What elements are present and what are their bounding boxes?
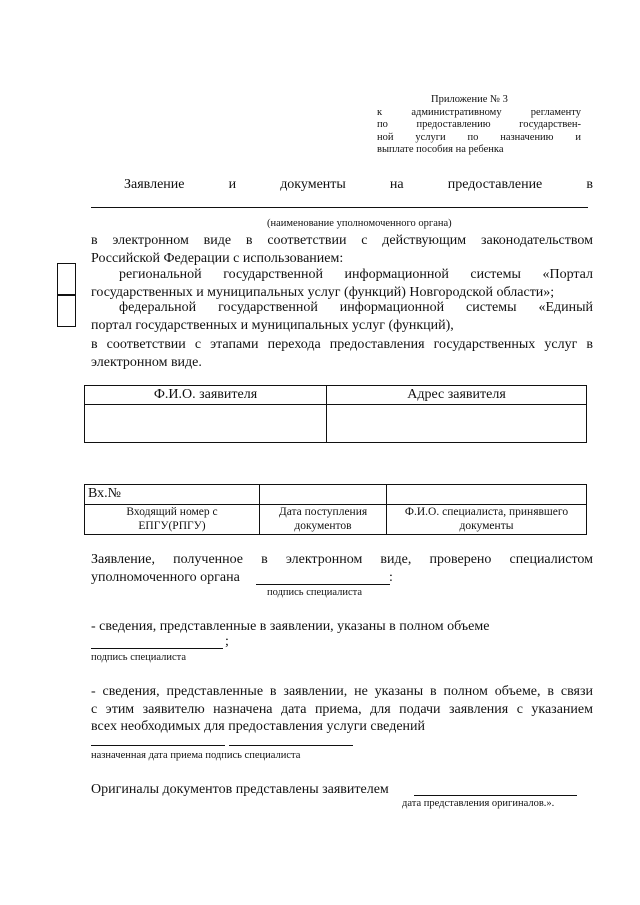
option-line: региональной государственной информационной системы «Портал — [119, 267, 593, 282]
incoming-number-label: Вх.№ — [85, 485, 260, 505]
checkbox-federal-portal[interactable] — [57, 295, 76, 327]
option-regional — [91, 266, 593, 301]
appendix-line: ной услуги по назначению и — [377, 131, 581, 143]
applicant-table — [84, 385, 587, 443]
applicant-name-header: Ф.И.О. заявителя — [85, 386, 327, 405]
stages-line: электронном виде. — [91, 354, 202, 370]
appendix-line: выплате пособия на ребенка — [377, 144, 504, 156]
organ-name-caption: (наименование уполномоченного органа) — [267, 218, 452, 229]
verification-colon: : — [389, 569, 393, 585]
incomplete-info-paragraph — [91, 683, 593, 736]
intro-line: Российской Федерации с использованием: — [91, 250, 344, 266]
incomplete-line: - сведения, представленные в заявлении, не указаны в полном объеме, в связи — [91, 684, 593, 699]
intro-line: в электронном виде в соответствии с действующим законодательством — [91, 233, 593, 248]
verification-line: Заявление, полученное в электронном виде, проверено специалистом — [91, 552, 593, 567]
originals-caption: дата представления оригиналов.». — [402, 798, 555, 809]
option-line: государственных и муниципальных услуг (функций) Новгородской области»; — [91, 284, 555, 300]
verification-caption: подпись специалиста — [267, 587, 363, 598]
incomplete-signature-field[interactable] — [229, 745, 353, 746]
organ-name-field[interactable] — [91, 207, 588, 208]
originals-text: Оригиналы документов представлены заявителем — [91, 782, 389, 797]
checkbox-regional-portal[interactable] — [57, 263, 76, 295]
heading-word: документы — [280, 177, 346, 192]
heading-word: на — [389, 177, 404, 192]
complete-info-text: - сведения, представленные в заявлении, указаны в полном объеме — [91, 619, 490, 634]
complete-semicolon: ; — [225, 634, 229, 649]
incoming-number-value[interactable] — [260, 485, 387, 505]
incomplete-line: всех необходимых для предоставления услуги сведений — [91, 719, 426, 734]
appendix-title: Приложение № 3 — [431, 94, 508, 105]
appendix-block — [377, 94, 581, 157]
originals-date-field[interactable] — [414, 795, 577, 796]
heading-word: предоставление — [447, 177, 543, 192]
incomplete-line: с этим заявителю назначена дата приема, для подачи заявления с указанием — [91, 701, 593, 717]
incomplete-caption: назначенная дата приема подпись специалиста — [91, 750, 301, 761]
intake-table — [84, 484, 587, 535]
intro-paragraph — [91, 232, 593, 267]
verification-signature-field[interactable] — [256, 584, 390, 585]
option-line: федеральной государственной информационной системы «Единый — [119, 300, 593, 315]
applicant-address-cell[interactable] — [327, 404, 587, 442]
heading-word: в — [586, 177, 593, 192]
verification-paragraph — [91, 551, 593, 587]
appendix-line: по предоставлению государствен- — [377, 119, 581, 131]
portal-number-header: Входящий номер с ЕПГУ(РПГУ) — [85, 505, 260, 535]
heading-word: Заявление — [124, 177, 185, 192]
stages-line: в соответствии с этапами перехода предоставления государственных услуг в — [91, 337, 593, 352]
heading-word: и — [228, 177, 237, 192]
appointment-date-field[interactable] — [91, 745, 225, 746]
applicant-name-cell[interactable] — [85, 404, 327, 442]
option-federal — [91, 299, 593, 334]
heading-line — [124, 176, 593, 194]
specialist-name-header: Ф.И.О. специалиста, принявшего документы — [387, 505, 587, 535]
verification-label: уполномоченного органа — [91, 569, 240, 585]
option-line: портал государственных и муниципальных услуг (функций), — [91, 317, 454, 333]
complete-signature-field[interactable] — [91, 648, 223, 649]
stages-paragraph — [91, 336, 593, 371]
applicant-address-header: Адрес заявителя — [327, 386, 587, 405]
intake-empty-cell — [387, 485, 587, 505]
complete-caption: подпись специалиста — [91, 652, 187, 663]
receipt-date-header: Дата поступления документов — [260, 505, 387, 535]
appendix-line: к административному регламенту — [377, 106, 581, 118]
